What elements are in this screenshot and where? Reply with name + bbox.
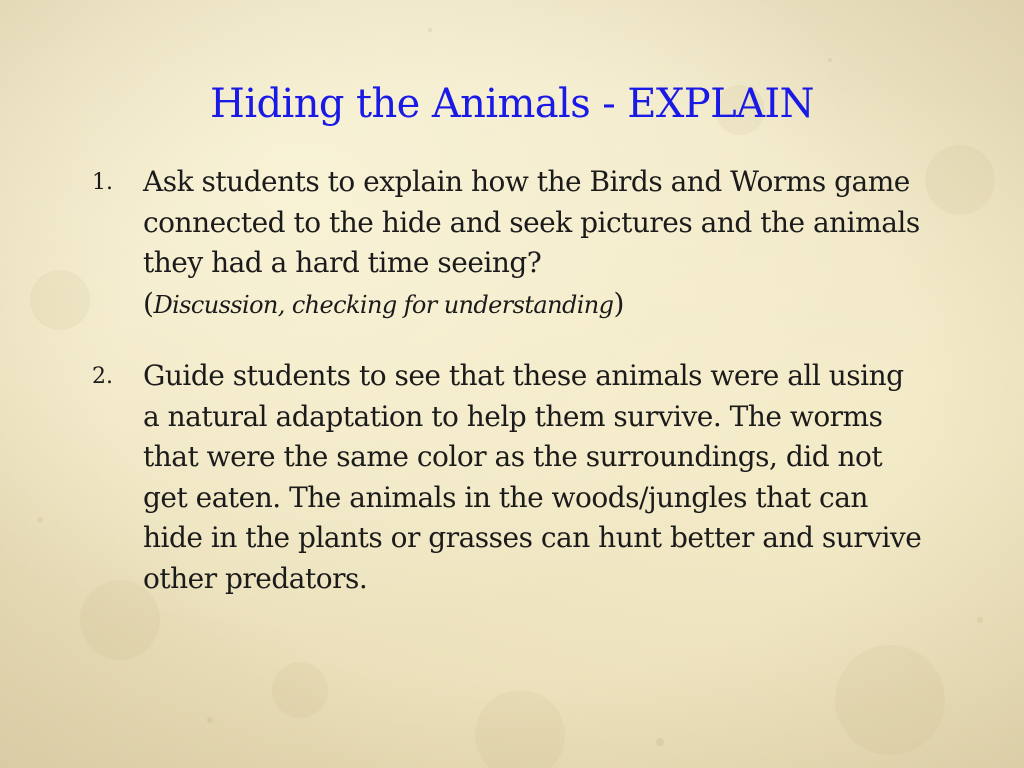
explain-steps-list [92, 162, 922, 599]
list-item-number: 1. [92, 170, 113, 195]
discussion-note: Discussion, checking for understanding [153, 290, 614, 319]
slide-title: Hiding the Animals - EXPLAIN [210, 81, 814, 127]
list-item-1 [92, 162, 922, 325]
list-item-text: Ask students to explain how the Birds and Worms game connected to the hide and seek pictures and the animals they had a hard time seeing? [143, 165, 920, 279]
list-item-number: 2. [92, 364, 113, 389]
list-item-text: Guide students to see that these animals were all using a natural adaptation to help them survive. The worms that were the same color as the surroundings, did not get eaten. The animals in the woods/jungles that can hide in the plants or grasses can hunt better and survive other predators. [143, 359, 922, 595]
list-item-2 [92, 356, 922, 599]
note-paren-open: ( [143, 286, 154, 320]
note-paren-close: ) [613, 286, 624, 320]
